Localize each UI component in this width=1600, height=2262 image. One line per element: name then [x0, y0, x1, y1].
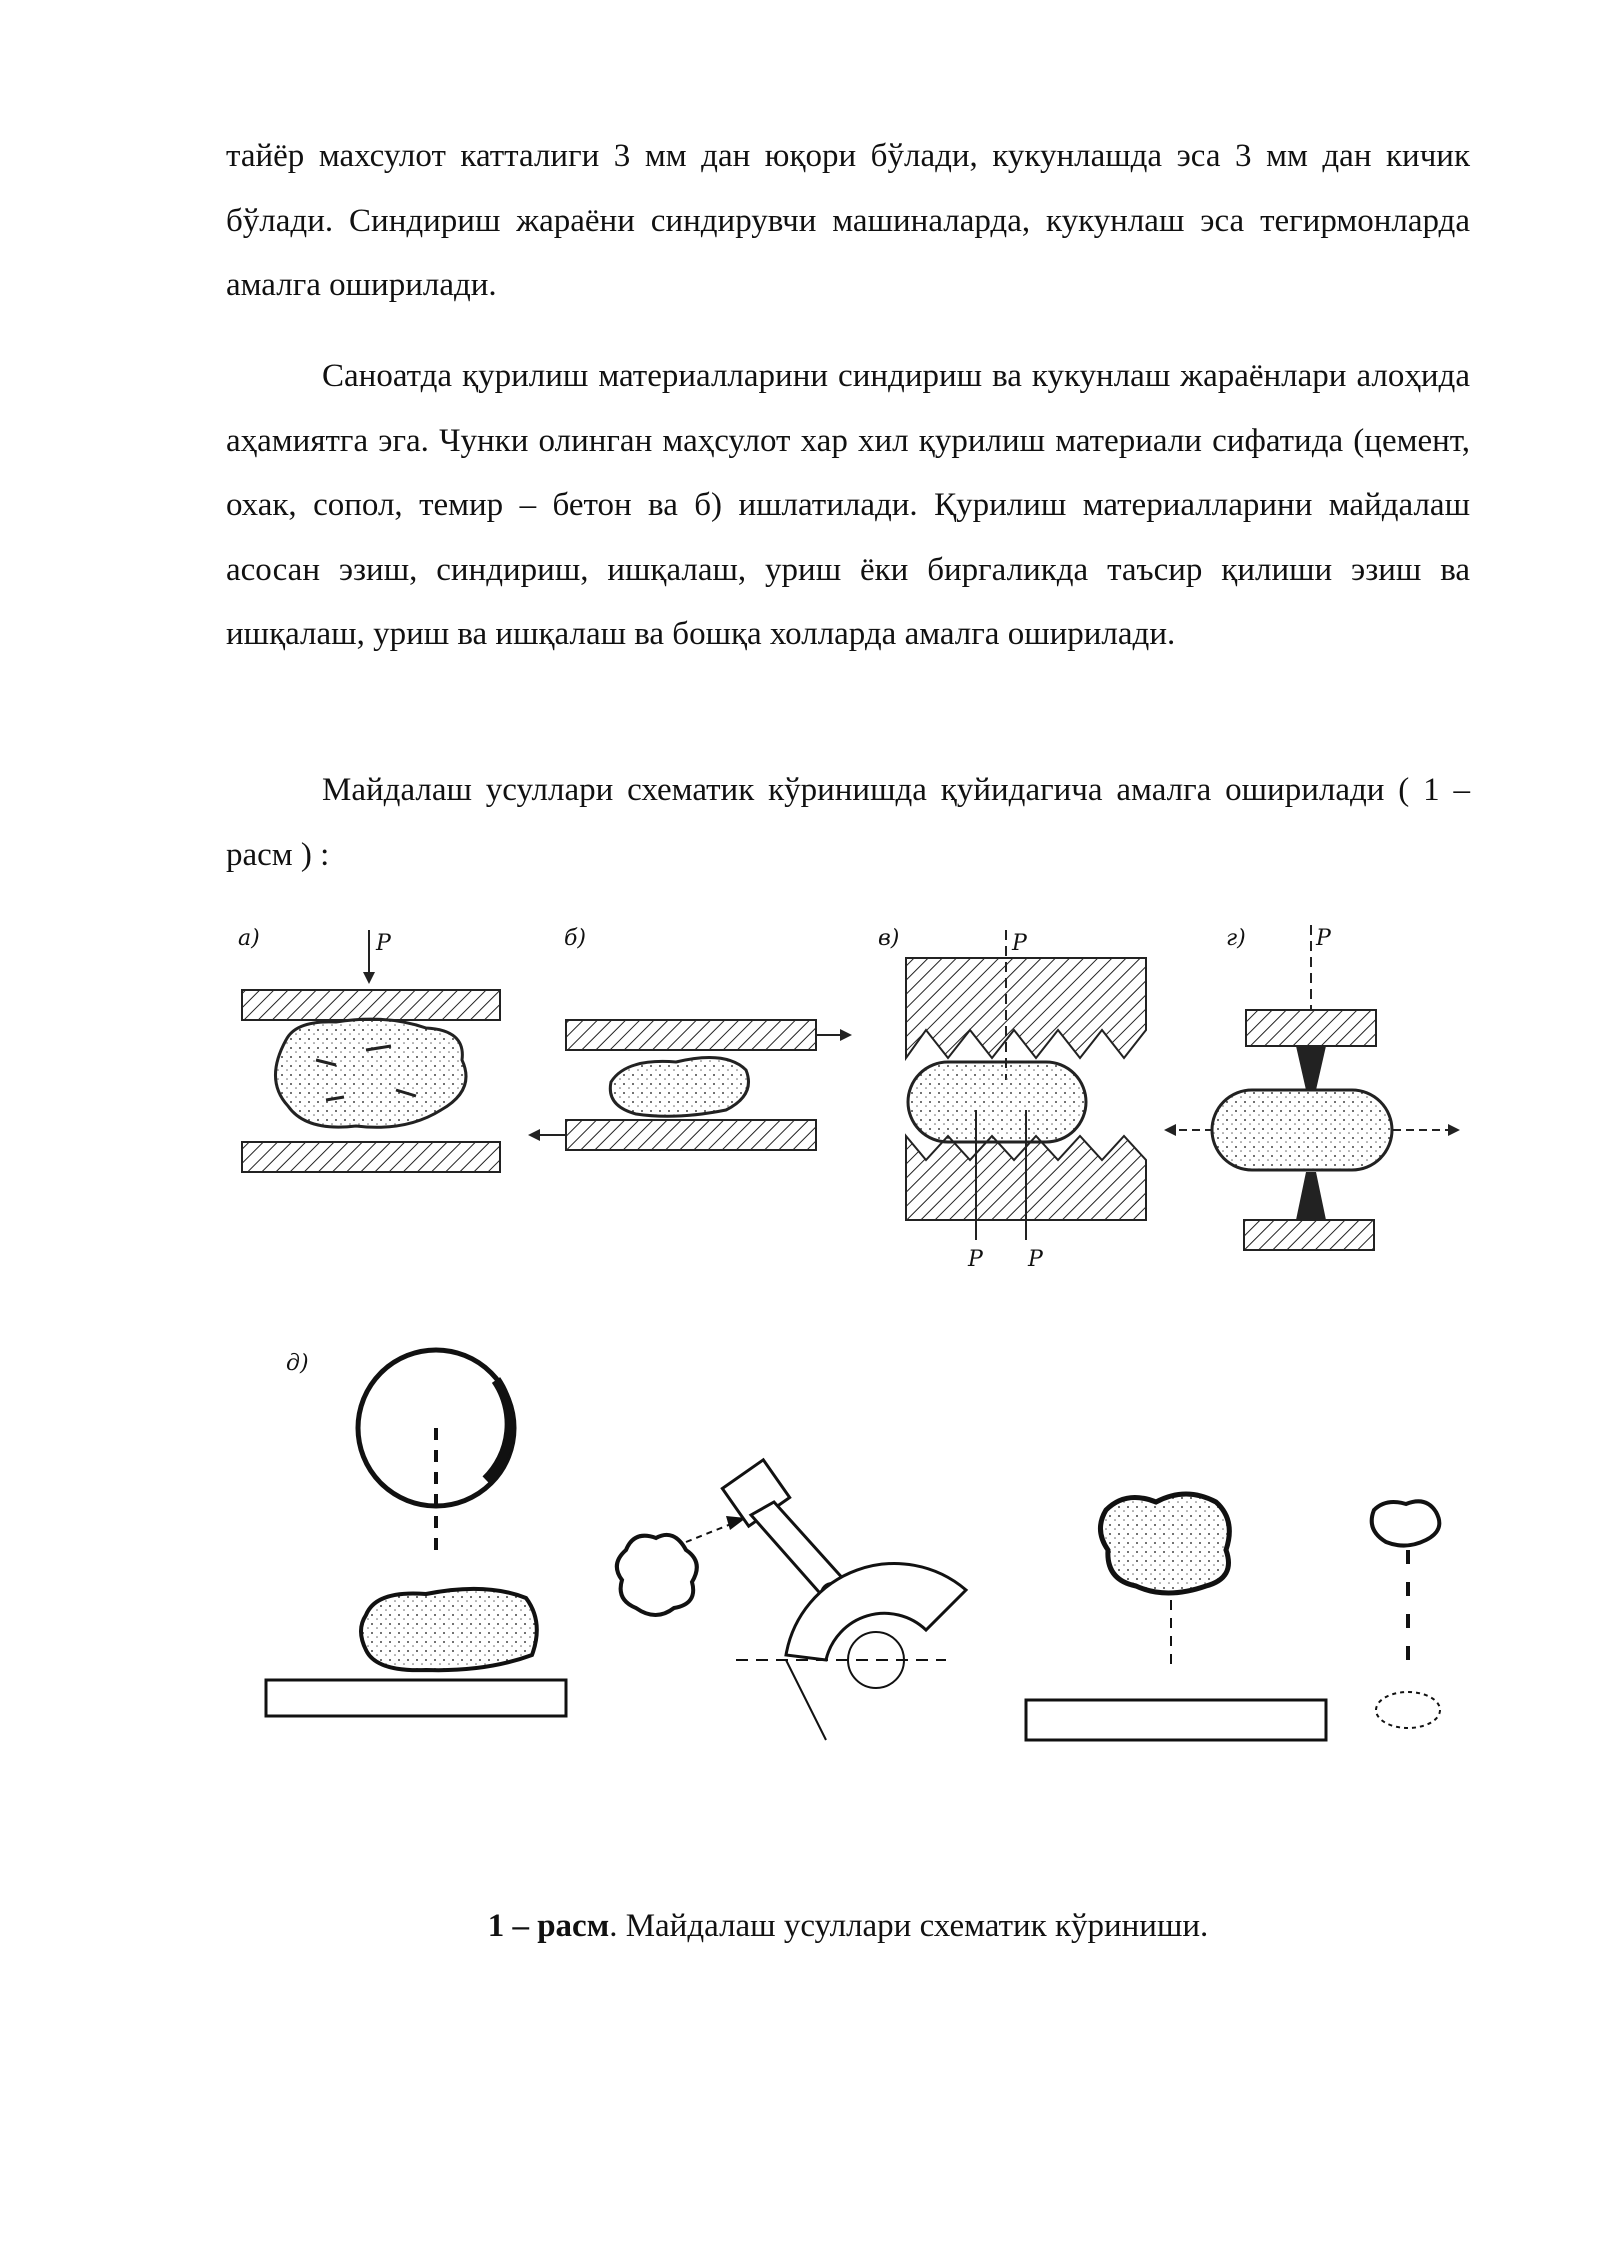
caption-label: 1 – расм — [487, 1908, 610, 1944]
panel-e-impact — [266, 1350, 1440, 1740]
paragraph-1: тайёр махсулот катталиги 3 мм дан юқори бўлади, кукунлашда эса 3 мм дан кичик бўлади. Синдириш жараёни синдирувчи машиналарда, кукунлаш эса тегирмонларда амалга оширилади. — [226, 138, 1470, 303]
paragraph-3: Майдалаш усуллари схематик кўринишда қуйидагича амалга оширилади ( 1 – расм ) : — [226, 772, 1470, 873]
panel-a-label: а) — [238, 926, 260, 951]
panel-a-force-label: P — [376, 931, 391, 956]
panel-c-force-label-left: P — [968, 1247, 983, 1272]
panel-d-label: г) — [1226, 926, 1246, 951]
panel-c-force-label-right: P — [1028, 1247, 1043, 1272]
paragraph-2: Саноатда қурилиш материалларини синдириш ва кукунлаш жараёнлари алоҳида аҳамиятга эга. Чунки олинган маҳсулот хар хил қурилиш материали сифатида (цемент, охак, сопол, темир – бетон ва б) ишлатилади. Қурилиш материалларини майдалаш асосан эзиш, синдириш, ишқалаш, уриш ёки биргаликда таъсир қилиши эзиш ва ишқалаш, уриш ва ишқалаш ва бошқа холларда амалга оширилади. — [226, 358, 1470, 652]
panel-d-breaking — [1164, 925, 1460, 1250]
panel-c-splitting — [878, 926, 1146, 1272]
panel-d-force-label: P — [1316, 926, 1331, 951]
panel-e-label: д) — [286, 1351, 309, 1376]
caption-text: . Майдалаш усуллари схематик кўриниши. — [609, 1908, 1209, 1944]
panel-b-label: б) — [564, 926, 587, 951]
crushing-methods-figure — [226, 910, 1488, 1770]
panel-c-force-label-top: P — [1012, 931, 1027, 956]
panel-c-label: в) — [878, 926, 900, 951]
figure-caption — [226, 1908, 1470, 1945]
panel-b-attrition — [528, 926, 852, 1150]
panel-a-compression — [238, 926, 500, 1172]
